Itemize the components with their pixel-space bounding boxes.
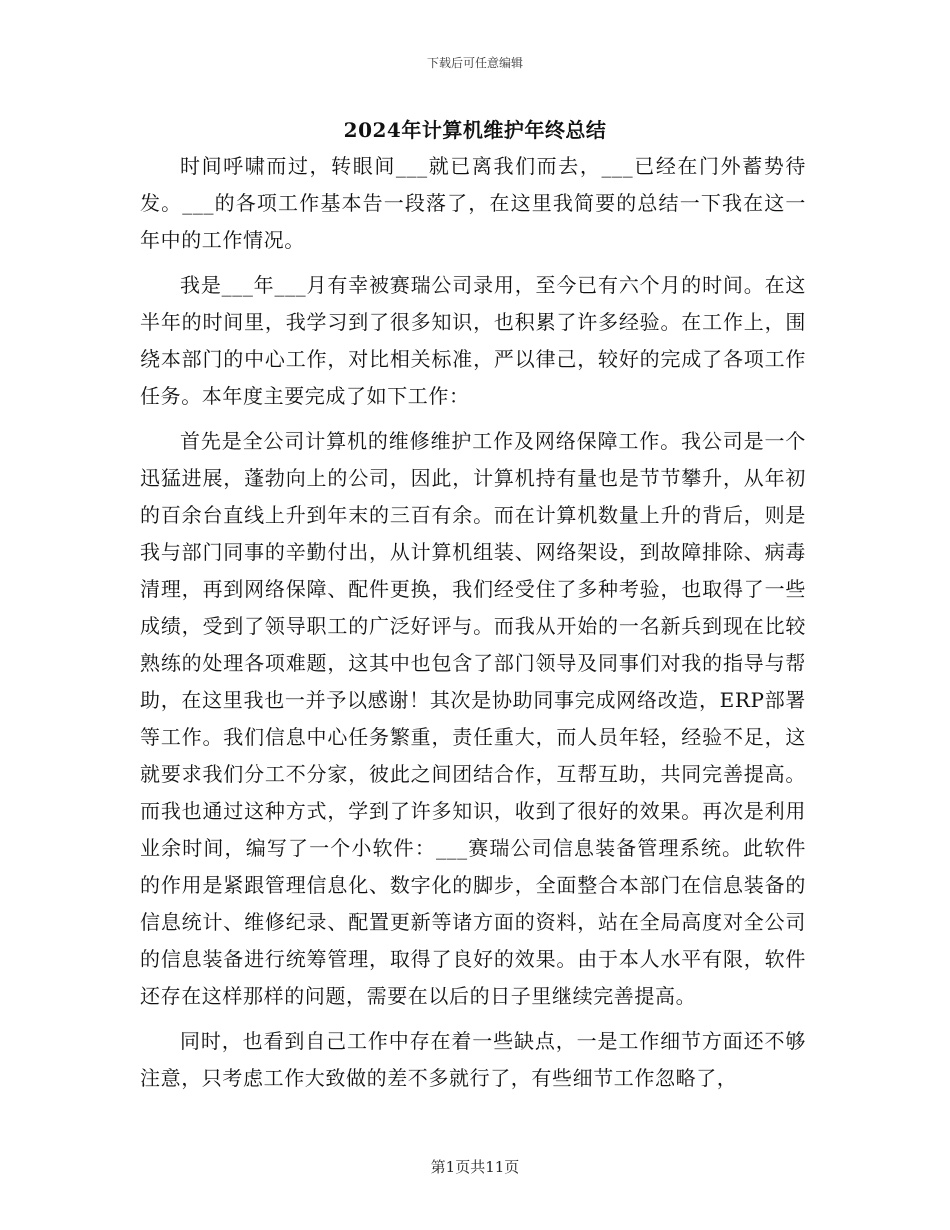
paragraph-work-items: 首先是全公司计算机的维修维护工作及网络保障工作。我公司是一个迅猛进展，蓬勃向上的公司，因此，计算机持有量也是节节攀升，从年初的百余台直线上升到年末的三百有余。而在计算机数量上升的背后，则是我与部门同事的辛勤付出，从计算机组装、网络架设，到故障排除、病毒清理，再到网络保障、配件更换，我们经受住了多种考验，也取得了一些成绩，受到了领导职工的广泛好评与。而我从开始的一名新兵到现在比较熟练的处理各项难题，这其中也包含了部门领导及同事们对我的指导与帮助，在这里我也一并予以感谢！其次是协助同事完成网络改造，ERP部署等工作。我们信息中心任务繁重，责任重大，而人员年轻，经验不足，这就要求我们分工不分家，彼此之间团结合作，互帮互助，共同完善提高。而我也通过这种方式，学到了许多知识，收到了很好的效果。再次是利用业余时间，编写了一个小软件：___赛瑞公司信息装备管理系统。此软件的作用是紧跟管理信息化、数字化的脚步，全面整合本部门在信息装备的信息统计、维修纪录、配置更新等诸方面的资料，站在全局高度对全公司的信息装备进行统筹管理，取得了良好的效果。由于本人水平有限，软件还存在这样那样的问题，需要在以后的日子里继续完善提高。 [140,429,806,1008]
paragraph-employment: 我是___年___月有幸被赛瑞公司录用，至今已有六个月的时间。在这半年的时间里，我学习到了很多知识，也积累了许多经验。在工作上，围绕本部门的中心工作，对比相关标准，严以律己，较好的完成了各项工作任务。本年度主要完成了如下工作： [140,273,806,408]
document-body [140,148,806,1105]
paragraph-shortcomings: 同时，也看到自己工作中存在着一些缺点，一是工作细节方面还不够注意，只考虑工作大致做的差不多就行了，有些细节工作忽略了， [140,1029,806,1090]
page-number: 第1页共11页 [430,1158,520,1176]
paragraph-intro: 时间呼啸而过，转眼间___就已离我们而去，___已经在门外蓄势待发。___的各项工作基本告一段落了，在这里我简要的总结一下我在这一年中的工作情况。 [140,154,806,252]
header-note: 下载后可任意编辑 [426,56,523,70]
document-title: 2024年计算机维护年终总结 [343,118,607,142]
